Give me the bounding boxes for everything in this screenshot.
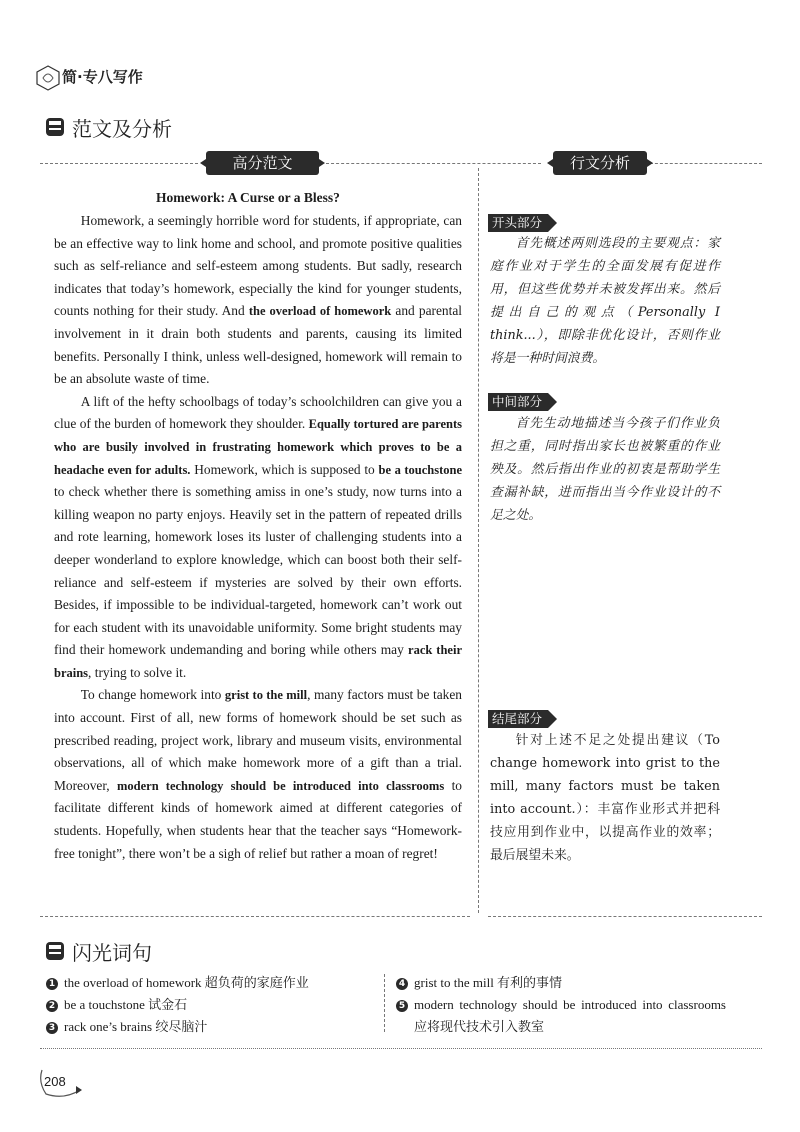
tab-model-essay: 高分范文 [206,151,319,175]
number-badge-icon: 2 [46,1000,58,1012]
section-icon [46,118,64,136]
highlighted-phrase: Equally tortured are parents who are busily involved in frustrating homework which proves to be a headache even for adults. [54,417,462,477]
essay-text-run: A lift of the hefty schoolbags of today’s schoolchildren can give you a clue of the burden of homework they shoulder. [54,393,462,432]
essay-paragraph-3 [54,684,462,865]
essay-text-run: , trying to solve it. [88,664,187,680]
highlighted-phrase: grist to the mill [224,688,308,703]
highlighted-phrase: the overload of homework [248,304,392,319]
analysis-text-middle [490,412,720,527]
analysis-label-middle: 中间部分 [488,393,548,411]
book-title: 简·专八写作 [62,68,143,86]
essay-text-run: to check whether there is something amiss in one’s study, now turns into a killing weapon no party enjoys. Heavily set in the pattern of repeated drills and rote learning, homework loses its luster of challenging students into a deeper wonderland to explore knowledge, which can boost both their self-reliance and self-esteem if mysteries are solved by their own efforts. Besides, if impossible to be individual-targeted, homework can’t work out for each student with its unavoidable uniformity. Some bright students may find their homework undemanding and boring while others may [54,484,462,658]
analysis-label-opening: 开头部分 [488,214,548,232]
essay-body [54,210,462,865]
analysis-opening-paragraph: 首先概述两则选段的主要观点：家庭作业对于学生的全面发展有促进作用，但这些优势并未被发挥出来。然后提出自己的观点（Personally I think...），即除非优化设计，否则作业将是一种时间浪费。 [490,236,720,366]
tab-analysis: 行文分析 [553,151,647,175]
phrase-item [46,1016,366,1038]
phrase-list-left [46,972,366,1038]
essay-text-run: , many factors must be taken into account. First of all, new forms of homework should be set such as prescribed reading, project work, library and museum visits, environmental observations, all of which make homework more of a gift than a trial. Moreover, [54,687,462,793]
book-logo-icon [34,64,62,92]
essay-paragraph-1 [54,210,462,391]
frame-bottom-right [488,916,762,917]
essay-text-run: To change homework into [80,687,225,703]
page-number: 208 [44,1074,66,1089]
number-badge-icon: 4 [396,978,408,990]
phrase-item [396,994,726,1038]
analysis-ending-paragraph: 针对上述不足之处提出建议（To change homework into grist to the mill, many factors must be taken into account.）：丰富作业形式并把科技应用到作业中，以提高作业的效率；最后展望未来。 [490,733,720,863]
essay-text-run: to facilitate different kinds of homework aimed at different categories of students. Hopefully, when students hear that the teacher says “Homework-free tonight”, there won’t be a sigh of relief but rather a moan of regret! [54,777,462,861]
phrase-text: grist to the mill 有利的事情 [414,975,563,990]
highlighted-phrase: be a touchstone [378,462,463,477]
frame-bottom-left [40,916,470,917]
footer-rule [40,1048,762,1049]
section-title-model: 范文及分析 [72,117,172,141]
phrase-divider [384,974,385,1032]
analysis-middle-paragraph: 首先生动地描述当今孩子们作业负担之重，同时指出家长也被繁重的作业殃及。然后指出作业的初衷是帮助学生查漏补缺，进而指出当今作业设计的不足之处。 [490,416,720,523]
analysis-label-ending: 结尾部分 [488,710,548,728]
phrase-text: modern technology should be introduced into classrooms 应将现代技术引入教室 [414,997,726,1034]
number-badge-icon: 3 [46,1022,58,1034]
analysis-text-ending [490,729,720,867]
phrase-item [46,972,366,994]
essay-text-run: Homework, which is supposed to [190,461,379,477]
essay-title: Homework: A Curse or a Bless? [156,190,340,205]
section-icon [46,942,64,960]
phrase-item [46,994,366,1016]
phrase-text: the overload of homework 超负荷的家庭作业 [64,975,309,990]
frame-top-left [40,163,198,164]
phrase-list-right [396,972,726,1038]
phrase-item [396,972,726,994]
essay-paragraph-2 [54,391,462,685]
essay-text-run: Homework, a seemingly horrible word for students, if appropriate, can be an effective way to link home and school, and promote positive qualities such as self-reliance and self-esteem among students. But sadly, research indicates that today’s homework, especially the kind for younger students, counts nothing for their study. And [54,213,462,319]
highlighted-phrase: rack their brains [54,643,462,680]
frame-top-mid [326,163,541,164]
analysis-text-opening [490,232,720,370]
number-badge-icon: 5 [396,1000,408,1012]
section-title-phrases: 闪光词句 [72,941,152,965]
phrase-text: be a touchstone 试金石 [64,997,188,1012]
number-badge-icon: 1 [46,978,58,990]
frame-top-right [645,163,762,164]
essay-text-run: and parental involvement in it drain both students and parents, causing its limited benefits. Personally I think, unless well-designed, homework will remain to be an absolute waste of time. [54,303,463,387]
column-divider [478,168,479,913]
highlighted-phrase: modern technology should be introduced into classrooms [116,778,445,793]
phrase-text: rack one’s brains 绞尽脑汁 [64,1019,208,1034]
